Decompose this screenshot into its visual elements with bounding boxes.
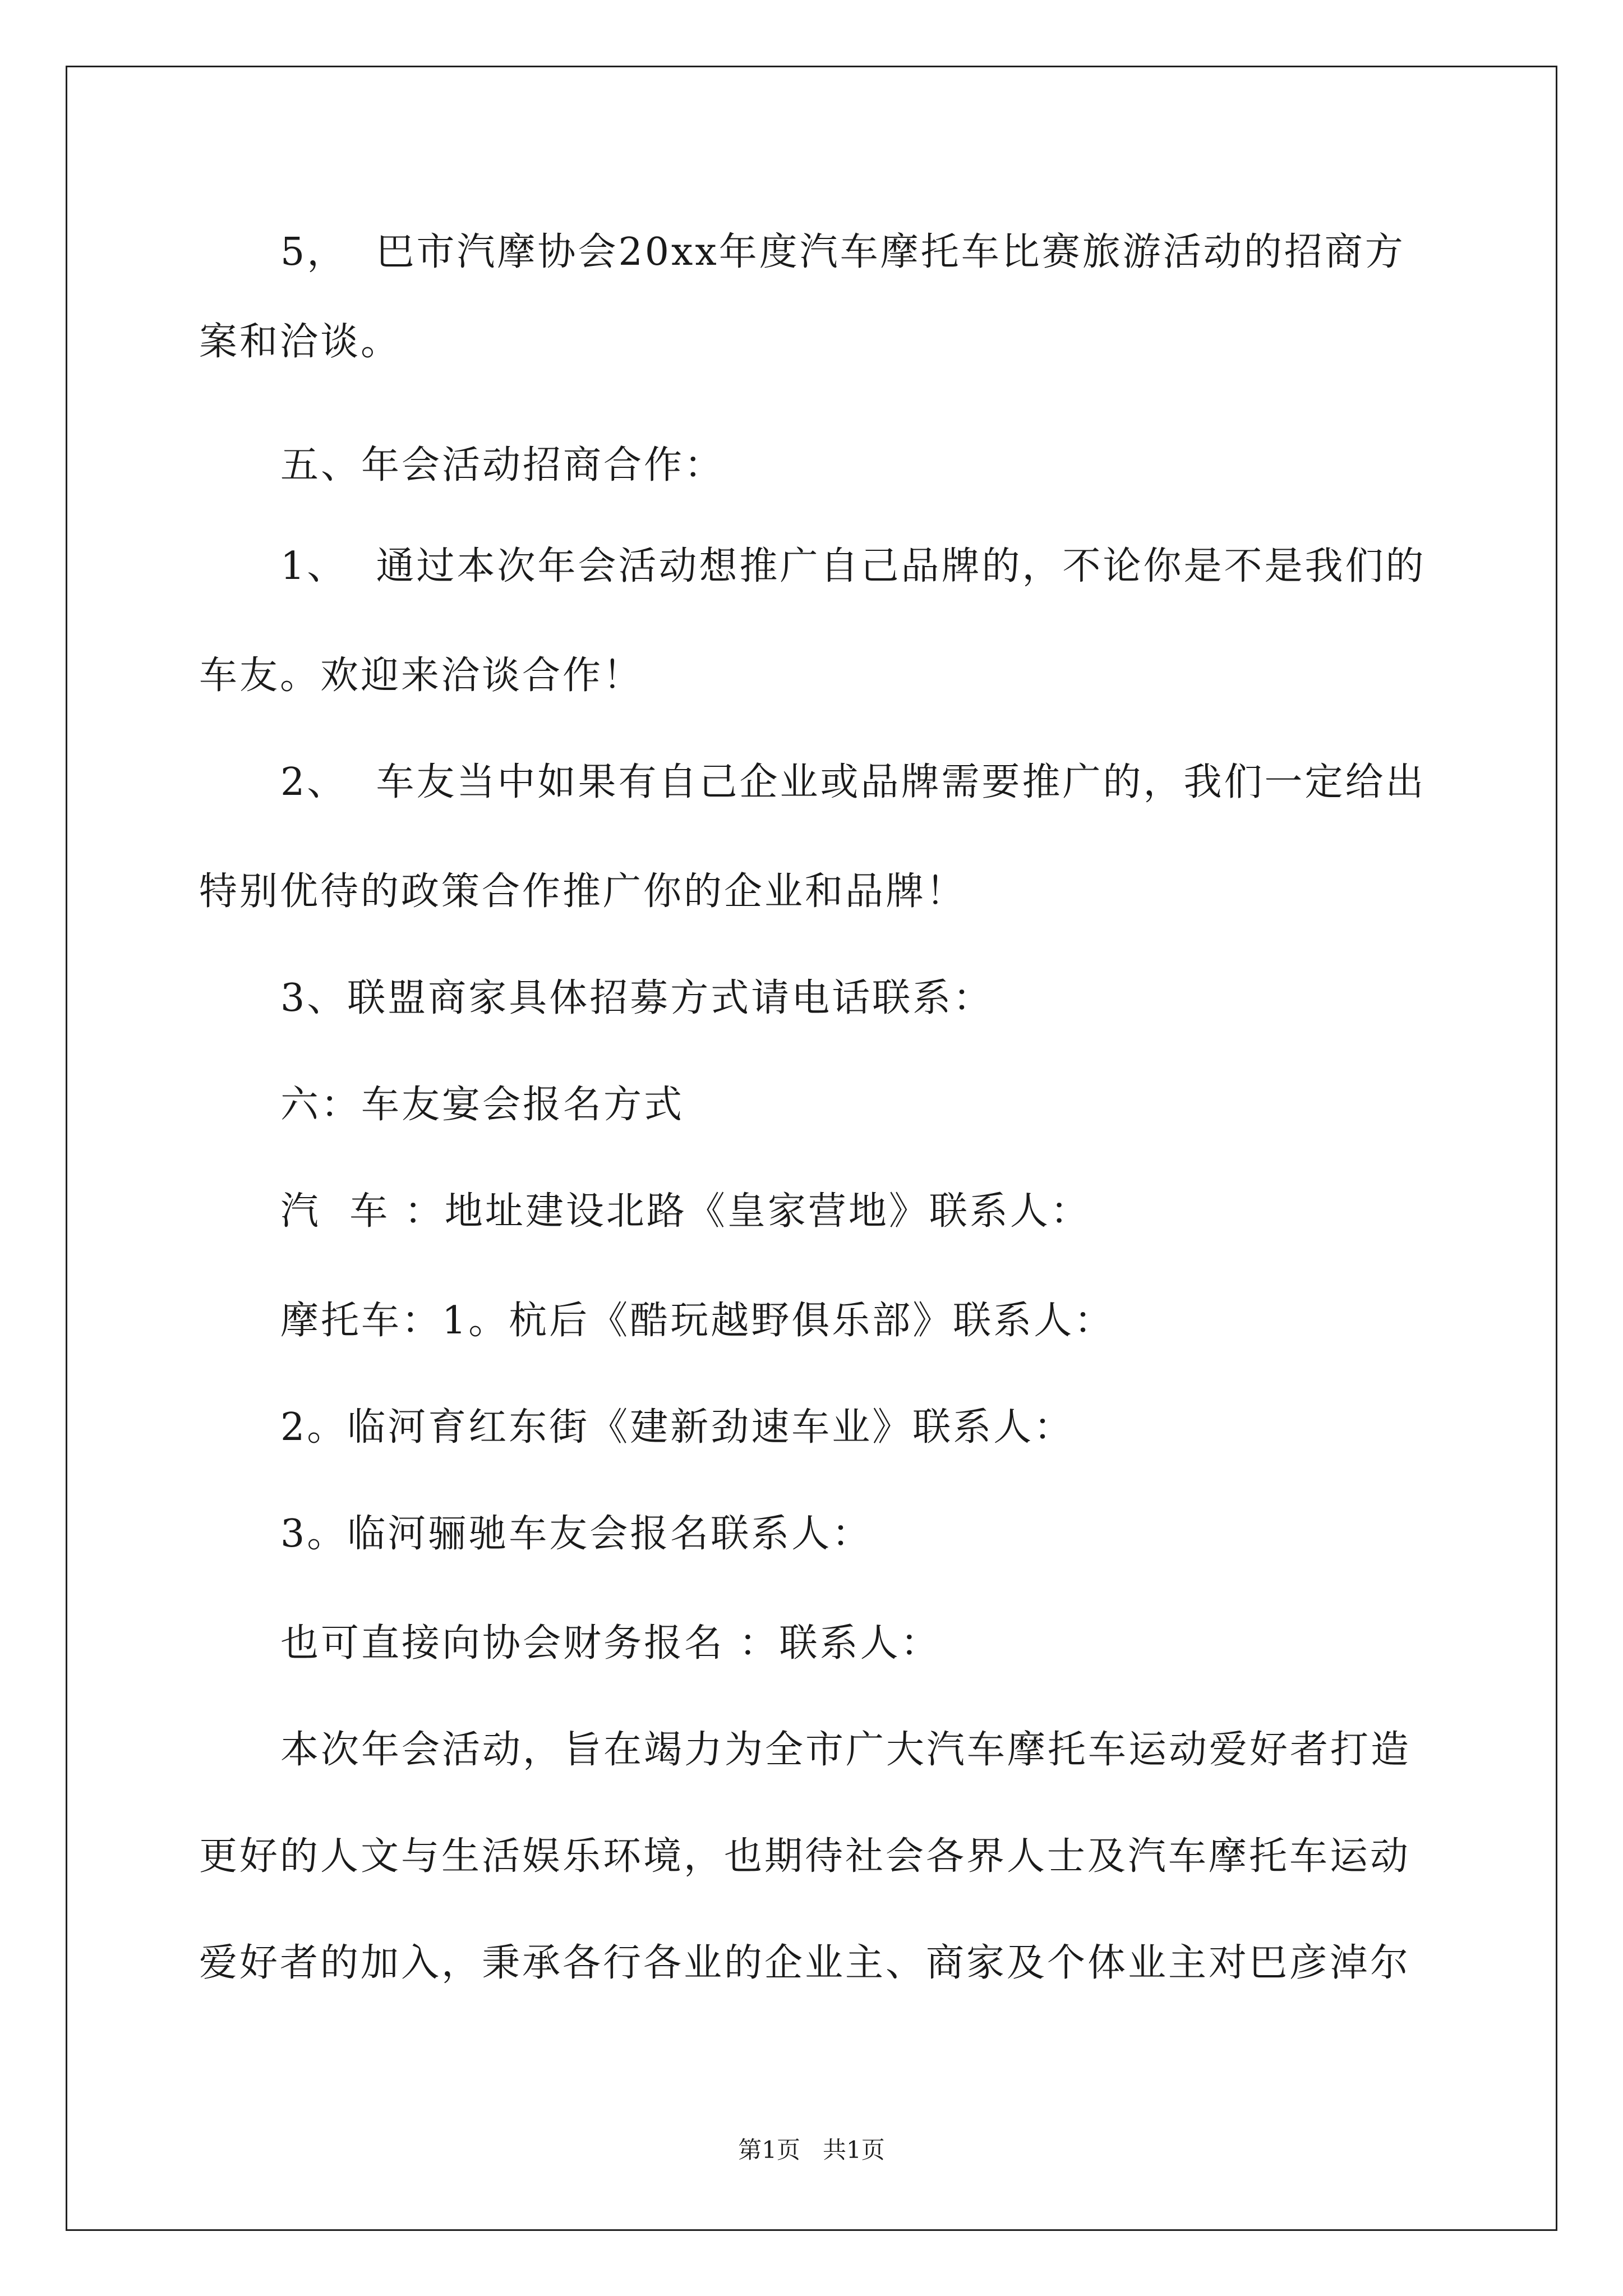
contact-motorcycle-1: 摩托车：1。杭后《酷玩越野俱乐部》联系人： <box>280 1299 1115 1343</box>
contact-motorcycle-2: 2。临河育红东街《建新劲速车业》联系人： <box>280 1405 1075 1450</box>
paragraph-line-6: 2、 车友当中如果有自己企业或品牌需要推广的，我们一定给出 <box>280 760 1426 804</box>
paragraph-line-15: 本次年会活动，旨在竭力为全市广大汽车摩托车运动爱好者打造 <box>280 1728 1412 1772</box>
contact-finance: 也可直接向协会财务报名 ：联系人： <box>280 1621 941 1665</box>
page-number-footer: 第1页 共1页 <box>738 2136 885 2164</box>
paragraph-line-7: 特别优待的政策合作推广你的企业和品牌！ <box>199 869 967 914</box>
paragraph-line-17: 爱好者的加入，秉承各行各业的企业主、商家及个体业主对巴彦淖尔 <box>199 1941 1411 1985</box>
paragraph-line-8: 3、联盟商家具体招募方式请电话联系： <box>280 976 994 1020</box>
contact-motorcycle-3: 3。临河骊驰车友会报名联系人： <box>280 1512 873 1556</box>
contact-car: 汽 车 ：地址建设北路《皇家营地》联系人： <box>280 1189 1091 1234</box>
paragraph-line-5: 车友。欢迎来洽谈合作！ <box>199 654 644 698</box>
section-heading-5: 五、年会活动招商合作： <box>280 443 725 487</box>
section-heading-6: 六：车友宴会报名方式 <box>280 1083 685 1127</box>
paragraph-line-2: 案和洽谈。 <box>199 320 402 364</box>
paragraph-line-4: 1、 通过本次年会活动想推广自己品牌的，不论你是不是我们的 <box>280 544 1426 588</box>
page-border <box>66 66 1557 2231</box>
paragraph-line-1: 5， 巴市汽摩协会20xx年度汽车摩托车比赛旅游活动的招商方 <box>280 230 1405 274</box>
paragraph-line-16: 更好的人文与生活娱乐环境，也期待社会各界人士及汽车摩托车运动 <box>199 1834 1411 1879</box>
